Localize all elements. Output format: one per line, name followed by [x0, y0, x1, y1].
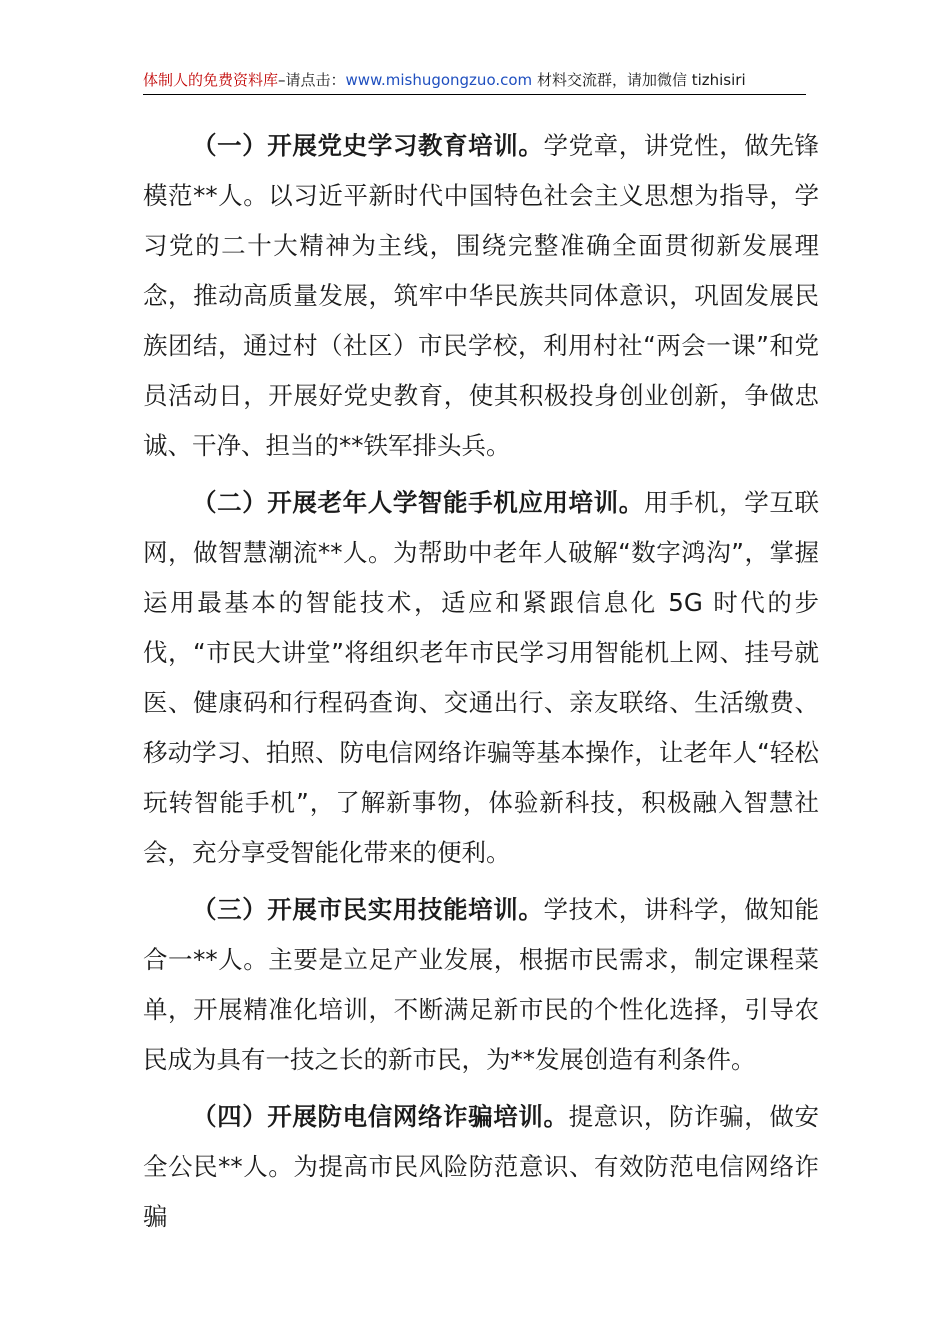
paragraph-heading: （四）开展防电信网络诈骗培训。: [192, 1102, 569, 1131]
paragraph-skills-training: [143, 885, 819, 1085]
document-body: [143, 121, 819, 1242]
paragraph-smartphone-training: [143, 478, 819, 878]
page-header: [143, 68, 806, 95]
paragraph-heading: （一）开展党史学习教育培训。: [192, 131, 544, 160]
paragraph-text: 学党章，讲党性，做先锋模范**人。以习近平新时代中国特色社会主义思想为指导，学习党的二十大精神为主线，围绕完整准确全面贯彻新发展理念，推动高质量发展，筑牢中华民族共同体意识，巩固发展民族团结，通过村（社区）市民学校，利用村社“两会一课”和党员活动日，开展好党史教育，使其积极投身创业创新，争做忠诚、干净、担当的**铁军排头兵。: [143, 131, 820, 460]
header-brand: 体制人的免费资料库: [143, 71, 279, 89]
paragraph-anti-fraud-training: [143, 1092, 819, 1242]
header-site-link[interactable]: www.mishugongzuo.com: [345, 71, 533, 89]
header-prompt: –请点击：: [278, 71, 346, 89]
paragraph-text: 学技术，讲科学，做知能合一**人。主要是立足产业发展，根据市民需求，制定课程菜单，开展精准化培训，不断满足新市民的个性化选择，引导农民成为具有一技之长的新市民，为**发展创造有利条件。: [143, 895, 820, 1074]
paragraph-text: 用手机，学互联网，做智慧潮流**人。为帮助中老年人破解“数字鸿沟”，掌握运用最基本的智能技术，适应和紧跟信息化 5G 时代的步伐，“市民大讲堂”将组织老年市民学习用智能机上网、挂号就医、健康码和行程码查询、交通出行、亲友联络、生活缴费、移动学习、拍照、防电信网络诈骗等基本操作，让老年人“轻松玩转智能手机”，了解新事物，体验新科技，积极融入智慧社会，充分享受智能化带来的便利。: [143, 488, 819, 867]
paragraph-party-history: [143, 121, 819, 471]
paragraph-heading: （二）开展老年人学智能手机应用培训。: [192, 488, 644, 517]
paragraph-text: 提意识，防诈骗，做安全公民**人。为提高市民风险防范意识、有效防范电信网络诈骗: [143, 1102, 819, 1231]
header-contact-note: 材料交流群，请加微信 tizhisiri: [532, 71, 746, 89]
paragraph-heading: （三）开展市民实用技能培训。: [192, 895, 544, 924]
